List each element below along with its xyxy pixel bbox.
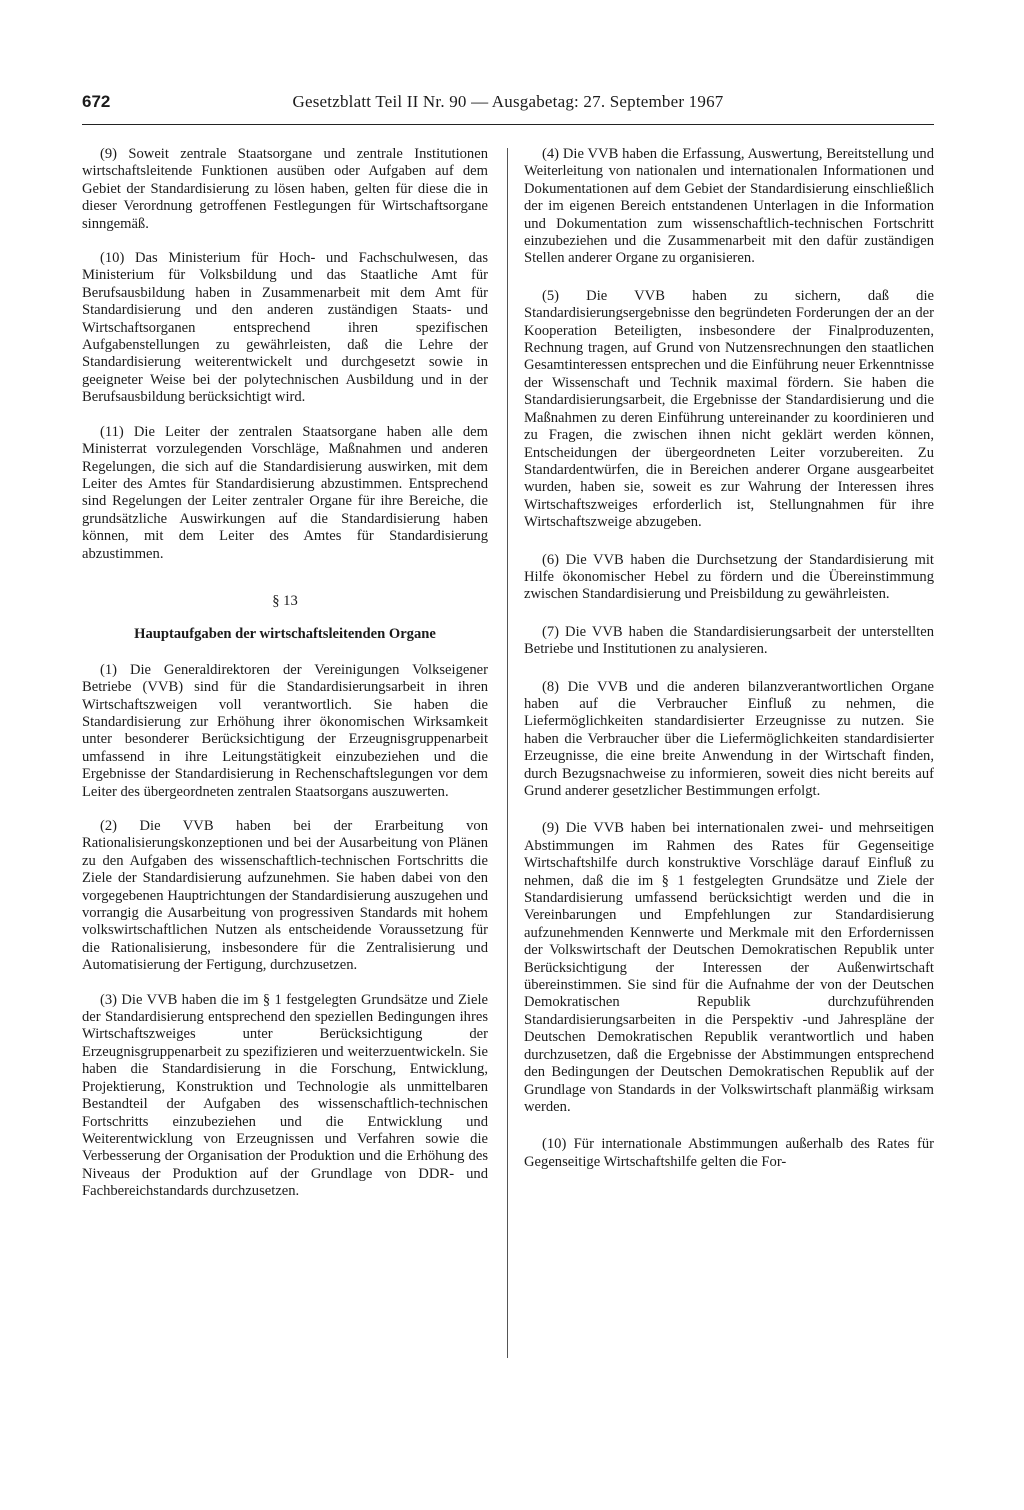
paragraph-10-continuation: (10) Für internationale Abstimmungen außerhalb des Rates für Gegenseitige Wirtschaftshilfe gelten die For- bbox=[524, 1136, 934, 1170]
paragraph-3-principles: (3) Die VVB haben die im § 1 festgelegten Grundsätze und Ziele der Standardisierung entsprechend den speziellen Bedingungen ihres Wirtschaftszweiges unter Berücksichtigung der Erzeugnisgruppenarbeit zu spezifizieren und weiterzuentwickeln. Sie haben die Standardisierung in die Forschung, Entwicklung, Projektierung, Konstruktion und Technologie als unmittelbaren Bestandteil der Aufgaben des wissenschaftlich-technischen Fortschritts einzubeziehen und die Entwicklung und Weiterentwicklung von Erzeugnissen und Verfahren sowie die Verbesserung der Organisation der Produktion und die Erhöhung des Niveaus der Produktion auf der Grundlage von DDR- und Fachbereichstandards durchzusetzen. bbox=[82, 991, 488, 1200]
paragraph-9-international: (9) Die VVB haben bei internationalen zwei- und mehrseitigen Abstimmungen im Rahmen des Rates für Gegenseitige Wirtschaftshilfe durch konstruktive Vorschläge darauf Einfluß zu nehmen, daß die im § 1 festgelegten Grundsätze und Ziele der Standardisierung umfassend berücksichtigt werden und die in Vereinbarungen und Empfehlungen zur Standardisierung aufzunehmenden Kennwerte und Merkmale mit den Erfordernissen der Volkswirtschaft der Deutschen Demokratischen Republik unter Berücksichtigung der Interessen der Außenwirtschaft übereinstimmen. Sie sind für die Aufnahme der von der Deutschen Demokratischen Republik durchzuführenden Standardisierungsarbeiten in die Perspektiv -und Jahrespläne der Deutschen Demokratischen Republik verantwortlich und haben durchzusetzen, daß die Ergebnisse der Abstimmungen entsprechend den Bedingungen der Deutschen Demokratischen Republik auf der Grundlage von Standards in der Volkswirtschaft planmäßig wirksam werden. bbox=[524, 820, 934, 1115]
page-number: 672 bbox=[82, 92, 111, 111]
paragraph-10-ministries: (10) Das Ministerium für Hoch- und Fachschulwesen, das Ministerium für Volksbildung und das Staatliche Amt für Berufsausbildung haben in Zusammenarbeit mit dem Amt für Standardisierung und den anderen zuständigen Staats- und Wirtschaftsorganen entsprechend ihren spezifischen Aufgabenstellungen zu gewährleisten, daß die Lehre der Standardisierung weiterentwickelt und durchgesetzt sowie in geeigneter Weise bei der polytechnischen Ausbildung und in der Berufsausbildung berücksichtigt wird. bbox=[82, 250, 488, 406]
page-header bbox=[82, 92, 934, 124]
right-column bbox=[524, 146, 934, 1191]
column-divider bbox=[507, 148, 508, 1358]
paragraph-6-economic-levers: (6) Die VVB haben die Durchsetzung der Standardisierung mit Hilfe ökonomischer Hebel zu fördern und die Übereinstimmung zwischen Standardisierung und Preisbildung zu gewährleisten. bbox=[524, 551, 934, 603]
section-heading: Hauptaufgaben der wirtschaftsleitenden Organe bbox=[134, 626, 436, 643]
running-title: Gesetzblatt Teil II Nr. 90 — Ausgabetag: 27. September 1967 bbox=[292, 92, 724, 111]
paragraph-7-analysis: (7) Die VVB haben die Standardisierungsarbeit der unterstellten Betriebe und Institutionen zu analysieren. bbox=[524, 623, 934, 658]
paragraph-11-leaders: (11) Die Leiter der zentralen Staatsorgane haben alle dem Ministerrat vorzulegenden Vorschläge, Maßnahmen und anderen Regelungen, die sich auf die Standardisierung auswirken, mit dem Leiter des Amtes für Standardisierung abzustimmen. Entsprechend sind Regelungen der Leiter zentraler Organe für ihre Bereiche, die grundsätzliche Auswirkungen auf die Standardisierung haben können, mit dem Leiter des Amtes für Standardisierung abzustimmen. bbox=[82, 423, 488, 562]
paragraph-5-coordination: (5) Die VVB haben zu sichern, daß die Standardisierungsergebnisse den begründeten Forderungen der an der Kooperation Beteiligten, insbesondere der Finalproduzenten, Rechnung tragen, auf Grund von Nutzensrechnungen den staatlichen Gesamtinteressen entsprechen und die Einführung neuer Erkenntnisse der Wissenschaft und Technik maximal fördern. Sie haben die Standardisierungsarbeit, die Ergebnisse der Standardisierung und die Maßnahmen zu deren Einführung untereinander zu koordinieren und zu Fragen, die zwischen ihnen nicht geklärt werden können, Entscheidungen der übergeordneten Leiter vorzubereiten. Zu Standardentwürfen, die in Bereichen anderer Organe ausgearbeitet wurden, haben sie, soweit es zur Wahrung der Interessen ihres Wirtschaftszweiges erforderlich ist, Stellungnahmen für ihre Wirtschaftszweige abzugeben. bbox=[524, 287, 934, 531]
paragraph-9-institutions: (9) Soweit zentrale Staatsorgane und zentrale Institutionen wirtschaftsleitende Funktionen ausüben oder Aufgaben auf dem Gebiet der Standardisierung zu lösen haben, gelten für diese die in dieser Verordnung getroffenen Festlegungen für Wirtschaftsorgane sinngemäß. bbox=[82, 146, 488, 232]
left-column bbox=[82, 146, 488, 1218]
paragraph-4-information: (4) Die VVB haben die Erfassung, Auswertung, Bereitstellung und Weiterleitung von nationalen und internationalen Informationen und Dokumentationen auf dem Gebiet der Standardisierung einschließlich der im eigenen Bereich entstandenen Unterlagen in die Information und Dokumentation zum wissenschaftlich-technischen Fortschritt einzubeziehen und die Zusammenarbeit mit den dafür zuständigen Stellen anderer Organe zu organisieren. bbox=[524, 146, 934, 267]
header-rule bbox=[82, 124, 934, 125]
section-number: § 13 bbox=[272, 592, 298, 609]
paragraph-8-consumers: (8) Die VVB und die anderen bilanzverantwortlichen Organe haben auf die Verbraucher Einfluß zu nehmen, die Liefermöglichkeiten standardisierter Erzeugnisse zu nutzen. Sie haben die Verbraucher über die Liefermöglichkeiten standardisierter Erzeugnisse, die eine breite Anwendung in der Wirtschaft finden, durch Bezugsnachweise zu informieren, soweit dies nicht bereits auf Grund anderer gesetzlicher Bestimmungen erfolgt. bbox=[524, 678, 934, 799]
paragraph-1-directors: (1) Die Generaldirektoren der Vereinigungen Volkseigener Betriebe (VVB) sind für die Standardisierungsarbeit in ihren Wirtschaftszweigen voll verantwortlich. Sie haben die Standardisierung zur Erhöhung ihrer ökonomischen Wirksamkeit unter besonderer Berücksichtigung der Erzeugnisgruppenarbeit umfassend in ihre Leitungstätigkeit einzubeziehen und die Ergebnisse der Standardisierung in Rechenschaftslegungen vor dem Leiter des übergeordneten zentralen Staatsorgans auszuwerten. bbox=[82, 661, 488, 800]
paragraph-2-rationalization: (2) Die VVB haben bei der Erarbeitung von Rationalisierungskonzeptionen und bei der Ausarbeitung von Plänen zu den Aufgaben des wissenschaftlich-technischen Fortschritts die Ziele der Standardisierung aufzunehmen. Sie haben dabei von den vorgegebenen Hauptrichtungen der Standardisierung auszugehen und vorrangig die Ausarbeitung von progressiven Standards mit hohem volkswirtschaftlichen Nutzen als entscheidende Voraussetzung für die Rationalisierung, insbesondere für die Zentralisierung und Automatisierung der Fertigung, durchzusetzen. bbox=[82, 818, 488, 974]
